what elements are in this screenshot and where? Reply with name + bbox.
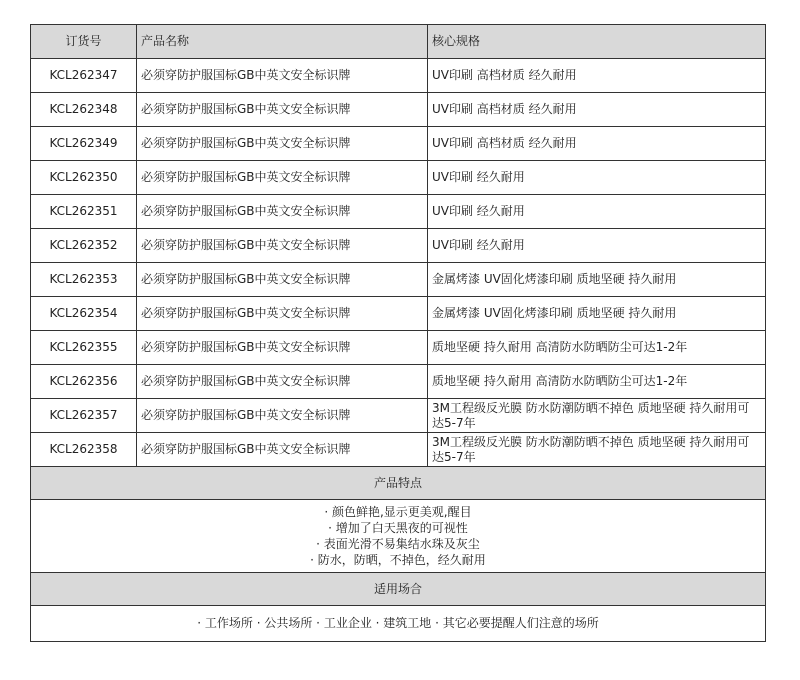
cell-core-spec: 金属烤漆 UV固化烤漆印刷 质地坚硬 持久耐用 <box>428 297 766 331</box>
table-row <box>31 59 766 93</box>
features-header-row <box>31 467 766 500</box>
scenes-header-row <box>31 573 766 606</box>
table-row <box>31 433 766 467</box>
table-row <box>31 399 766 433</box>
cell-product-name: 必须穿防护服国标GB中英文安全标识牌 <box>137 365 428 399</box>
features-item: · 增加了白天黑夜的可视性 <box>328 521 468 535</box>
header-order-no: 订货号 <box>31 25 137 59</box>
cell-product-name: 必须穿防护服国标GB中英文安全标识牌 <box>137 59 428 93</box>
features-title: 产品特点 <box>31 467 766 500</box>
cell-order-no: KCL262350 <box>31 161 137 195</box>
cell-order-no: KCL262347 <box>31 59 137 93</box>
cell-order-no: KCL262357 <box>31 399 137 433</box>
features-list <box>31 500 766 573</box>
cell-order-no: KCL262353 <box>31 263 137 297</box>
table-row <box>31 161 766 195</box>
features-item: · 表面光滑不易集结水珠及灰尘 <box>316 537 480 551</box>
cell-core-spec: UV印刷 经久耐用 <box>428 195 766 229</box>
table-row <box>31 195 766 229</box>
cell-core-spec: 质地坚硬 持久耐用 高清防水防晒防尘可达1-2年 <box>428 365 766 399</box>
cell-product-name: 必须穿防护服国标GB中英文安全标识牌 <box>137 433 428 467</box>
cell-core-spec: UV印刷 经久耐用 <box>428 229 766 263</box>
cell-order-no: KCL262352 <box>31 229 137 263</box>
cell-product-name: 必须穿防护服国标GB中英文安全标识牌 <box>137 127 428 161</box>
cell-core-spec: UV印刷 高档材质 经久耐用 <box>428 59 766 93</box>
cell-product-name: 必须穿防护服国标GB中英文安全标识牌 <box>137 161 428 195</box>
cell-order-no: KCL262351 <box>31 195 137 229</box>
cell-order-no: KCL262348 <box>31 93 137 127</box>
cell-product-name: 必须穿防护服国标GB中英文安全标识牌 <box>137 93 428 127</box>
table-row <box>31 93 766 127</box>
cell-product-name: 必须穿防护服国标GB中英文安全标识牌 <box>137 297 428 331</box>
product-spec-table <box>30 24 766 642</box>
cell-order-no: KCL262358 <box>31 433 137 467</box>
table-row <box>31 127 766 161</box>
cell-product-name: 必须穿防护服国标GB中英文安全标识牌 <box>137 263 428 297</box>
cell-order-no: KCL262354 <box>31 297 137 331</box>
cell-order-no: KCL262349 <box>31 127 137 161</box>
features-item: · 颜色鲜艳,显示更美观,醒目 <box>324 505 472 519</box>
cell-core-spec: UV印刷 经久耐用 <box>428 161 766 195</box>
cell-core-spec: 3M工程级反光膜 防水防潮防晒不掉色 质地坚硬 持久耐用可达5-7年 <box>428 399 766 433</box>
table-body <box>31 59 766 467</box>
table-row <box>31 229 766 263</box>
table-row <box>31 297 766 331</box>
header-product-name: 产品名称 <box>137 25 428 59</box>
cell-product-name: 必须穿防护服国标GB中英文安全标识牌 <box>137 229 428 263</box>
cell-order-no: KCL262356 <box>31 365 137 399</box>
cell-core-spec: 金属烤漆 UV固化烤漆印刷 质地坚硬 持久耐用 <box>428 263 766 297</box>
table-row <box>31 365 766 399</box>
table-row <box>31 263 766 297</box>
features-row <box>31 500 766 573</box>
scenes-text: · 工作场所 · 公共场所 · 工业企业 · 建筑工地 · 其它必要提醒人们注意的场所 <box>31 606 766 642</box>
header-core-spec: 核心规格 <box>428 25 766 59</box>
cell-core-spec: 3M工程级反光膜 防水防潮防晒不掉色 质地坚硬 持久耐用可达5-7年 <box>428 433 766 467</box>
cell-core-spec: UV印刷 高档材质 经久耐用 <box>428 93 766 127</box>
scenes-title: 适用场合 <box>31 573 766 606</box>
cell-core-spec: UV印刷 高档材质 经久耐用 <box>428 127 766 161</box>
table-row <box>31 331 766 365</box>
cell-product-name: 必须穿防护服国标GB中英文安全标识牌 <box>137 331 428 365</box>
scenes-row <box>31 606 766 642</box>
cell-product-name: 必须穿防护服国标GB中英文安全标识牌 <box>137 195 428 229</box>
features-item: · 防水，防晒，不掉色，经久耐用 <box>310 553 486 567</box>
cell-product-name: 必须穿防护服国标GB中英文安全标识牌 <box>137 399 428 433</box>
cell-order-no: KCL262355 <box>31 331 137 365</box>
table-header-row <box>31 25 766 59</box>
cell-core-spec: 质地坚硬 持久耐用 高清防水防晒防尘可达1-2年 <box>428 331 766 365</box>
